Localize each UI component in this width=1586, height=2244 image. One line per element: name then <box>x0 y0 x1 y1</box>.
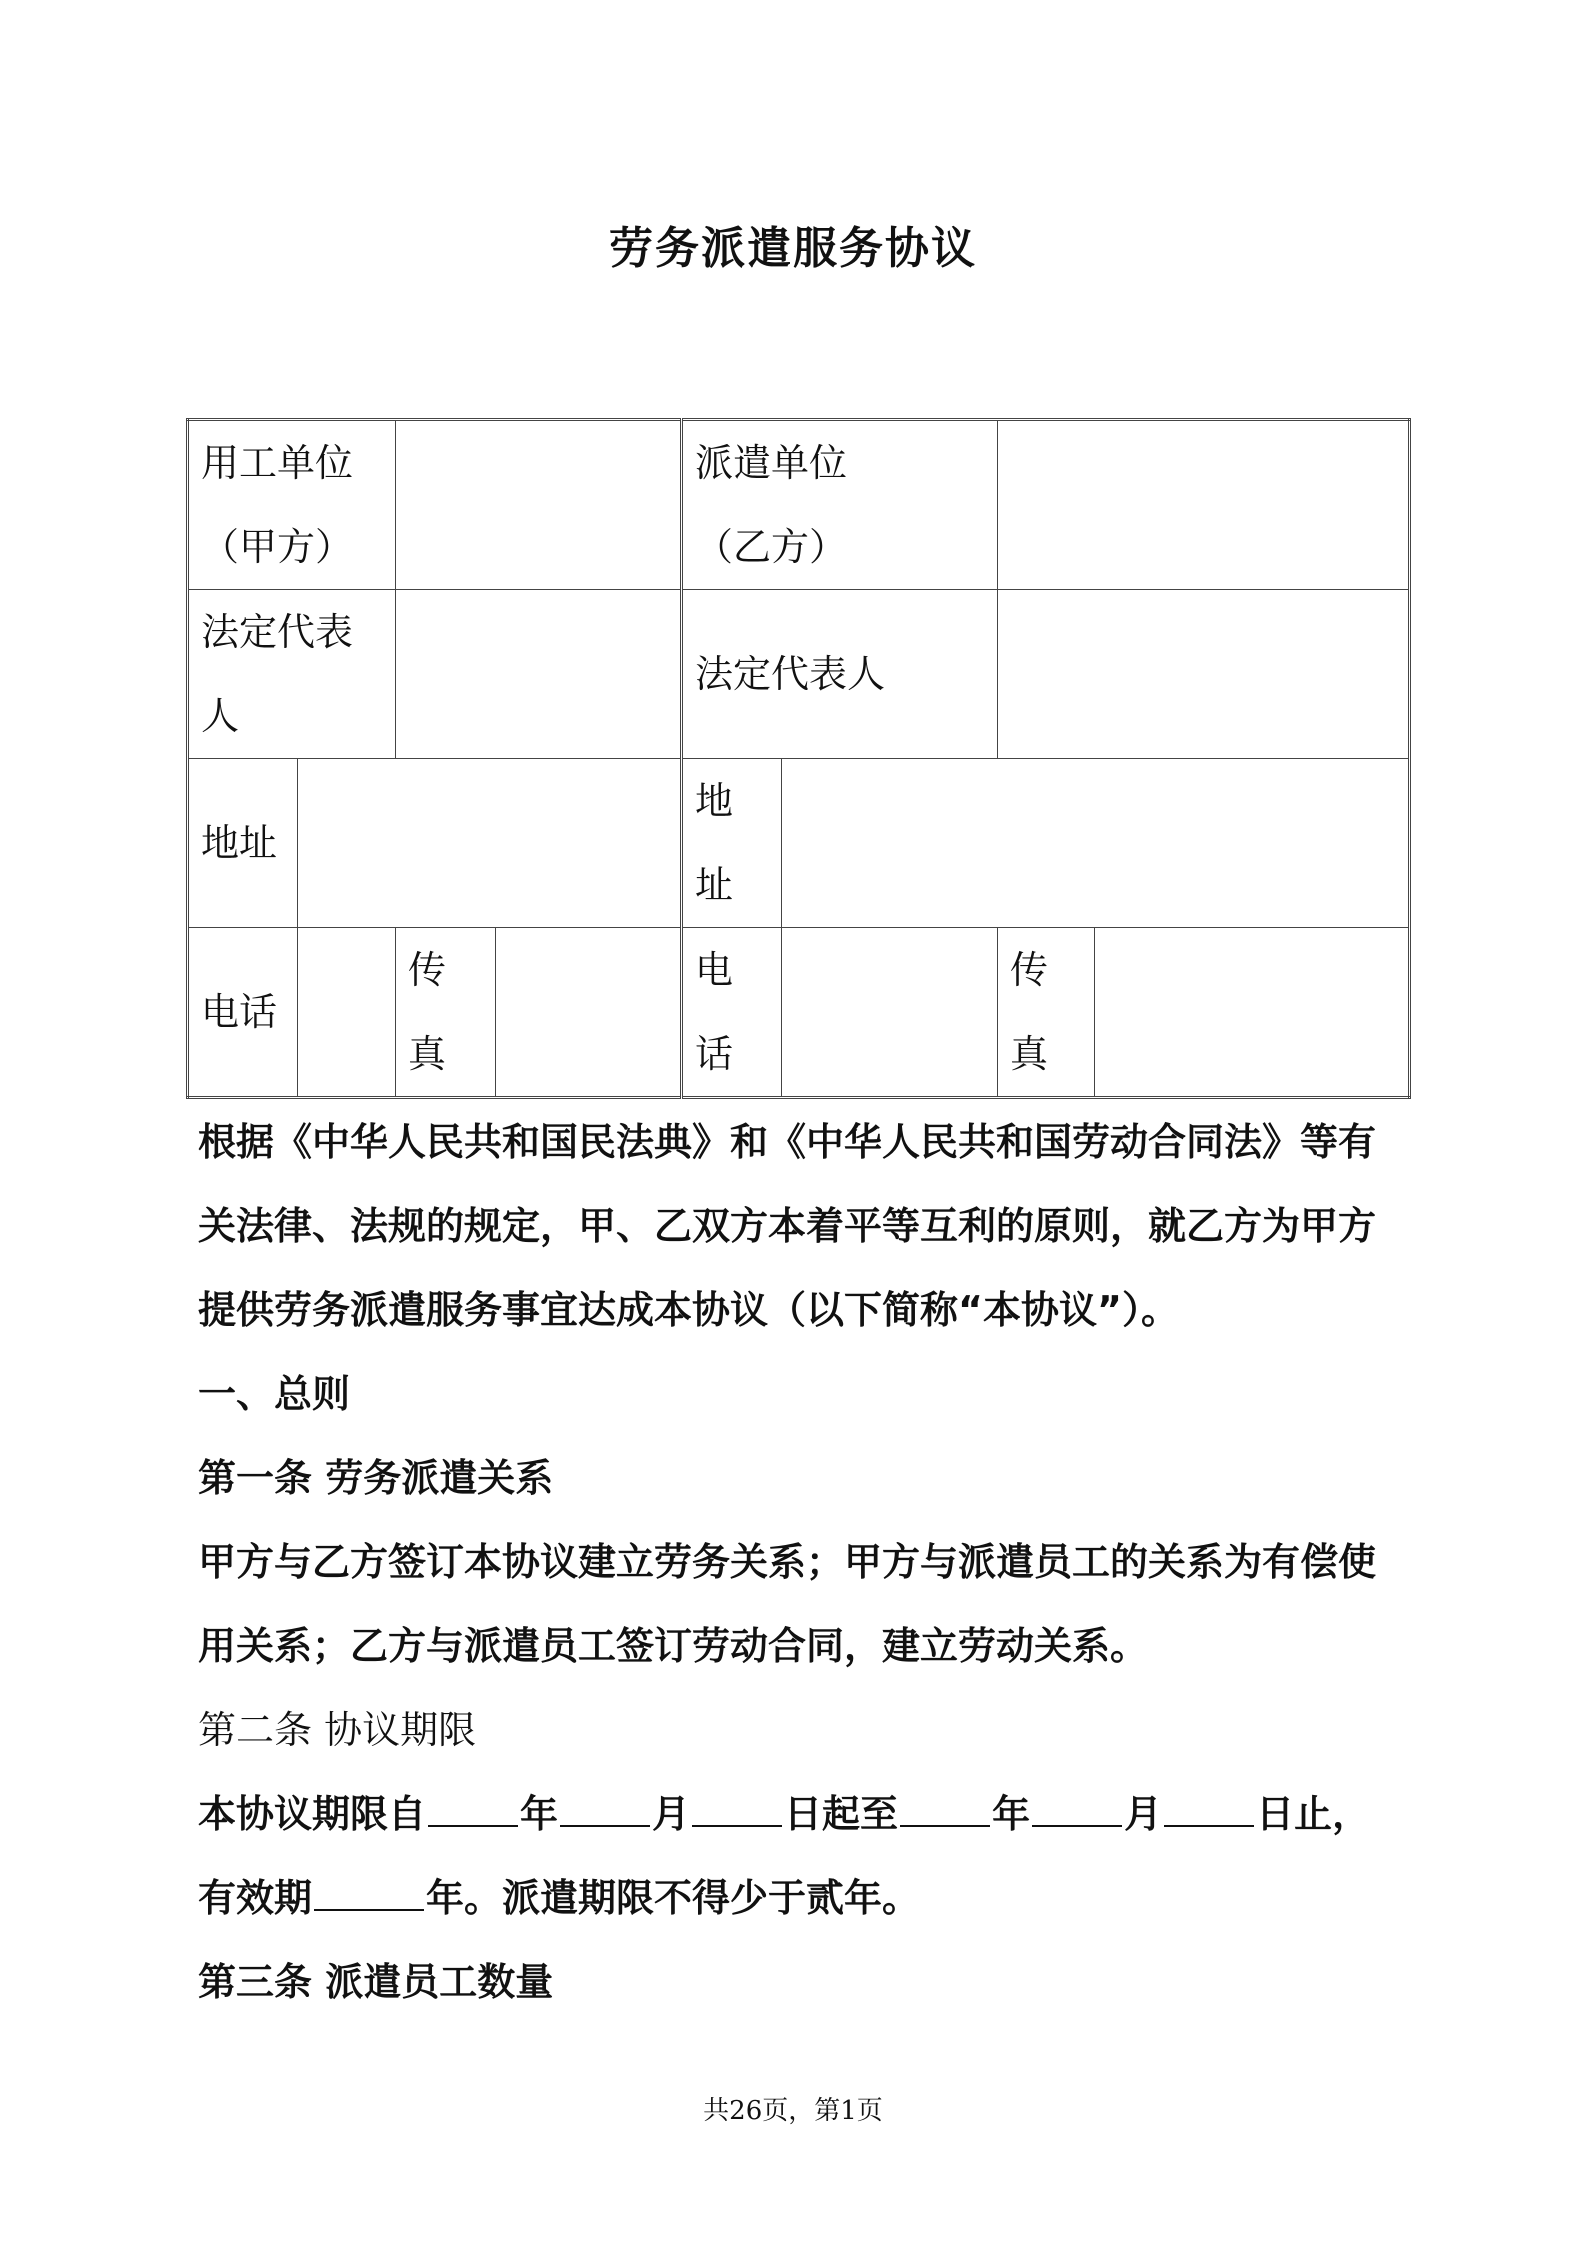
address-a-label-cell <box>188 759 298 928</box>
employer-label-cell <box>188 420 396 590</box>
fax-b-value-cell <box>1095 928 1410 1098</box>
text-fragment: 年 <box>992 1792 1031 1836</box>
article-heading: 第三条 派遣员工数量 <box>198 1960 554 2004</box>
blank-field[interactable] <box>1032 1787 1122 1827</box>
table-row <box>188 590 1410 759</box>
fax-b-label-cell <box>998 928 1095 1098</box>
blank-field[interactable] <box>1164 1787 1254 1827</box>
blank-field[interactable] <box>314 1871 424 1911</box>
blank-field[interactable] <box>692 1787 782 1827</box>
text-fragment: 月 <box>652 1792 691 1836</box>
fax-a-label-sub: 真 <box>408 1032 447 1076</box>
phone-b-label-cell <box>682 928 782 1098</box>
address-b-label-sub: 址 <box>695 863 734 907</box>
address-b-value-cell <box>782 759 1410 928</box>
table-row <box>188 420 1410 590</box>
phone-b-label: 电 <box>695 948 734 992</box>
address-b-label-cell <box>682 759 782 928</box>
rep-a-value-cell <box>396 590 682 759</box>
employer-label-sub: （甲方） <box>201 525 354 569</box>
dispatcher-value-cell <box>998 420 1410 590</box>
text-fragment: 日止，有效期 <box>198 1792 1371 1920</box>
rep-a-label-sub: 人 <box>201 694 240 738</box>
text-fragment: 年。派遣期限不得少于贰年。 <box>426 1876 921 1920</box>
rep-b-value-cell <box>998 590 1410 759</box>
employer-value-cell <box>396 420 682 590</box>
document-title: 劳务派遣服务协议 <box>609 223 977 274</box>
document-body <box>198 1100 1398 2024</box>
fax-a-label: 传 <box>408 948 447 992</box>
phone-b-label-sub: 话 <box>695 1032 734 1076</box>
phone-a-value-cell <box>298 928 396 1098</box>
table-row <box>188 759 1410 928</box>
text-fragment: 年 <box>520 1792 559 1836</box>
preamble-paragraph: 根据《中华人民共和国民法典》和《中华人民共和国劳动合同法》等有关法律、法规的规定，甲、乙双方本着平等互利的原则，就乙方为甲方提供劳务派遣服务事宜达成本协议（以下简称“本协议”）。 <box>198 1120 1377 1332</box>
phone-a-label-cell <box>188 928 298 1098</box>
rep-b-label: 法定代表人 <box>695 652 886 696</box>
table-row <box>188 928 1410 1098</box>
fax-b-label-sub: 真 <box>1010 1032 1049 1076</box>
dispatcher-label-sub: （乙方） <box>695 525 848 569</box>
text-fragment: 本协议期限自 <box>198 1792 427 1836</box>
article-paragraph <box>198 1772 1398 1940</box>
address-a-label: 地址 <box>201 821 278 865</box>
dispatcher-label: 派遣单位 <box>695 441 848 485</box>
employer-label: 用工单位 <box>201 441 354 485</box>
rep-b-label-cell <box>682 590 998 759</box>
rep-a-label-cell <box>188 590 396 759</box>
phone-a-label: 电话 <box>201 990 278 1034</box>
blank-field[interactable] <box>900 1787 990 1827</box>
phone-b-value-cell <box>782 928 998 1098</box>
article-heading: 第一条 劳务派遣关系 <box>198 1456 554 1500</box>
rep-a-label: 法定代表 <box>201 610 354 654</box>
fax-b-label: 传 <box>1010 948 1049 992</box>
blank-field[interactable] <box>560 1787 650 1827</box>
article-heading: 第二条 协议期限 <box>198 1708 477 1752</box>
dispatcher-label-cell <box>682 420 998 590</box>
text-fragment: 日起至 <box>784 1792 899 1836</box>
fax-a-label-cell <box>396 928 496 1098</box>
text-fragment: 月 <box>1124 1792 1163 1836</box>
address-a-value-cell <box>298 759 682 928</box>
article-paragraph: 甲方与乙方签订本协议建立劳务关系；甲方与派遣员工的关系为有偿使用关系；乙方与派遣员工签订劳动合同，建立劳动关系。 <box>198 1540 1377 1668</box>
page-footer: 共26页，第1页 <box>703 2096 883 2126</box>
blank-field[interactable] <box>428 1787 518 1827</box>
section-heading: 一、总则 <box>198 1372 351 1416</box>
fax-a-value-cell <box>496 928 682 1098</box>
parties-info-table <box>186 418 1411 1099</box>
address-b-label: 地 <box>695 779 734 823</box>
